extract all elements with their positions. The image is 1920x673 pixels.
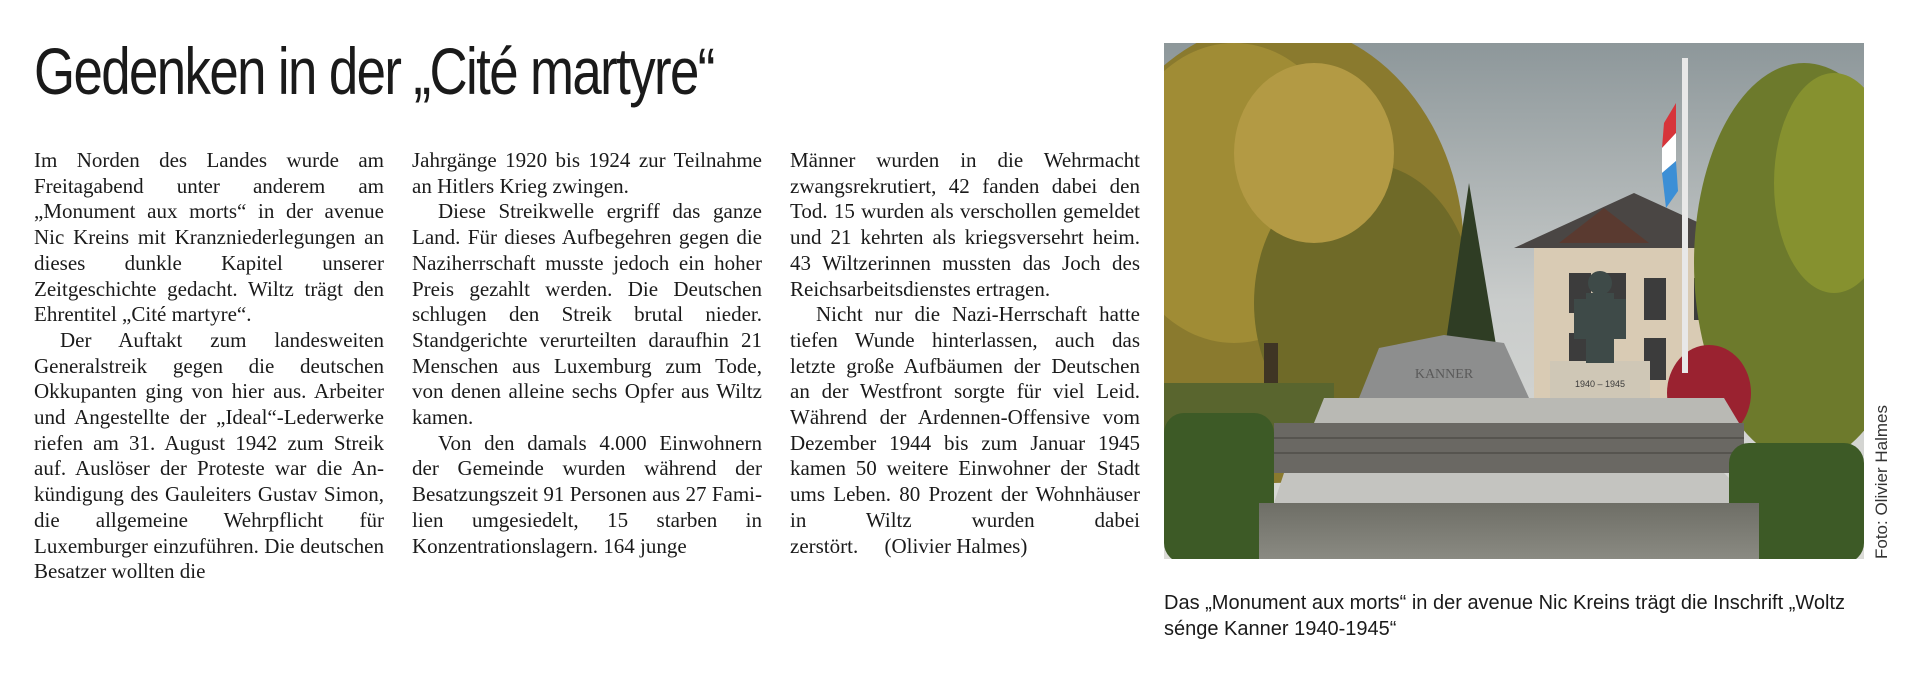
article-column-2 [412, 148, 762, 559]
paragraph: Der Auftakt zum landesweiten Generalstreik gegen die deutschen Okkupanten ging von hier aus. Arbeiter und Angestellte der „Ideal“-Lederwerke riefen am 31. August 1942 zum Streik auf. Auslöser der Proteste war die Ankündigung des Gauleiters Gustav Simon, die allgemeine Wehrpflicht für Luxemburger einzuführen. Die deutschen Besatzer wollten die [34, 327, 384, 584]
paragraph-text: Nicht nur die Nazi-Herrschaft hatte tiefen Wunde hinterlassen, auch das letzte große Aufbäumen der Deutschen an der Westfront sorgte für viel Leid. Während der Ardennen-Offensive vom Dezember 1944 bis zum Januar 1945 kamen 50 weitere Einwohner der Stadt ums Leben. 80 Prozent der Wohnhäuser in Wiltz wurden dabei zerstört. [790, 302, 1140, 558]
paragraph: Im Norden des Landes wurde am Freitagabend unter anderem am „Monument aux morts“ in der avenue Nic Kreins mit Kranzniederlegungen an dieses dunkle Kapitel unserer Zeitgeschichte gedacht. Wiltz trägt den Ehrentitel „Cité martyre“. [34, 148, 384, 327]
paragraph: Diese Streikwelle ergriff das ganze Land. Für dieses Aufbegehren gegen die Naziherrschaft musste jedoch ein hoher Preis gezahlt werden. Die Deutschen schlugen den Streik brutal nieder. Standgerichte verurteilten daraufhin 21 Menschen aus Luxemburg zum Tode, von denen alleine sechs Opfer aus Wiltz kamen. [412, 199, 762, 430]
monument-inscription: KANNER [1414, 367, 1474, 382]
monument-photo [1164, 43, 1864, 559]
plinth-text: 1940 – 1945 [1574, 379, 1626, 389]
paragraph: Von den damals 4.000 Einwohnern der Gemeinde wurden während der Besatzungszeit 91 Personen aus 27 Familien umgesiedelt, 15 starben in Konzentrationslagern. 164 junge [412, 430, 762, 558]
photo-credit: Foto: Olivier Halmes [1872, 405, 1891, 559]
paragraph: Jahrgänge 1920 bis 1924 zur Teilnahme an Hitlers Krieg zwingen. [412, 148, 762, 198]
headline: Gedenken in der „Cité martyre“ [34, 34, 714, 108]
article-column-3 [790, 148, 1140, 559]
paragraph: Männer wurden in die Wehrmacht zwangsrekrutiert, 42 fanden dabei den Tod. 15 wurden als verschollen gemeldet und 21 kehrten als kriegsversehrt heim. 43 Wiltzerinnen mussten das Joch des Reichsarbeitsdienstes ertragen. [790, 148, 1140, 301]
byline: (Olivier Halmes) [884, 533, 1028, 558]
photo-caption: Das „Monument aux morts“ in der avenue Nic Kreins trägt die Inschrift „Woltz sénge Kanner 1940-1945“ [1164, 592, 1845, 640]
paragraph [790, 302, 1140, 559]
article-column-1 [34, 148, 384, 585]
